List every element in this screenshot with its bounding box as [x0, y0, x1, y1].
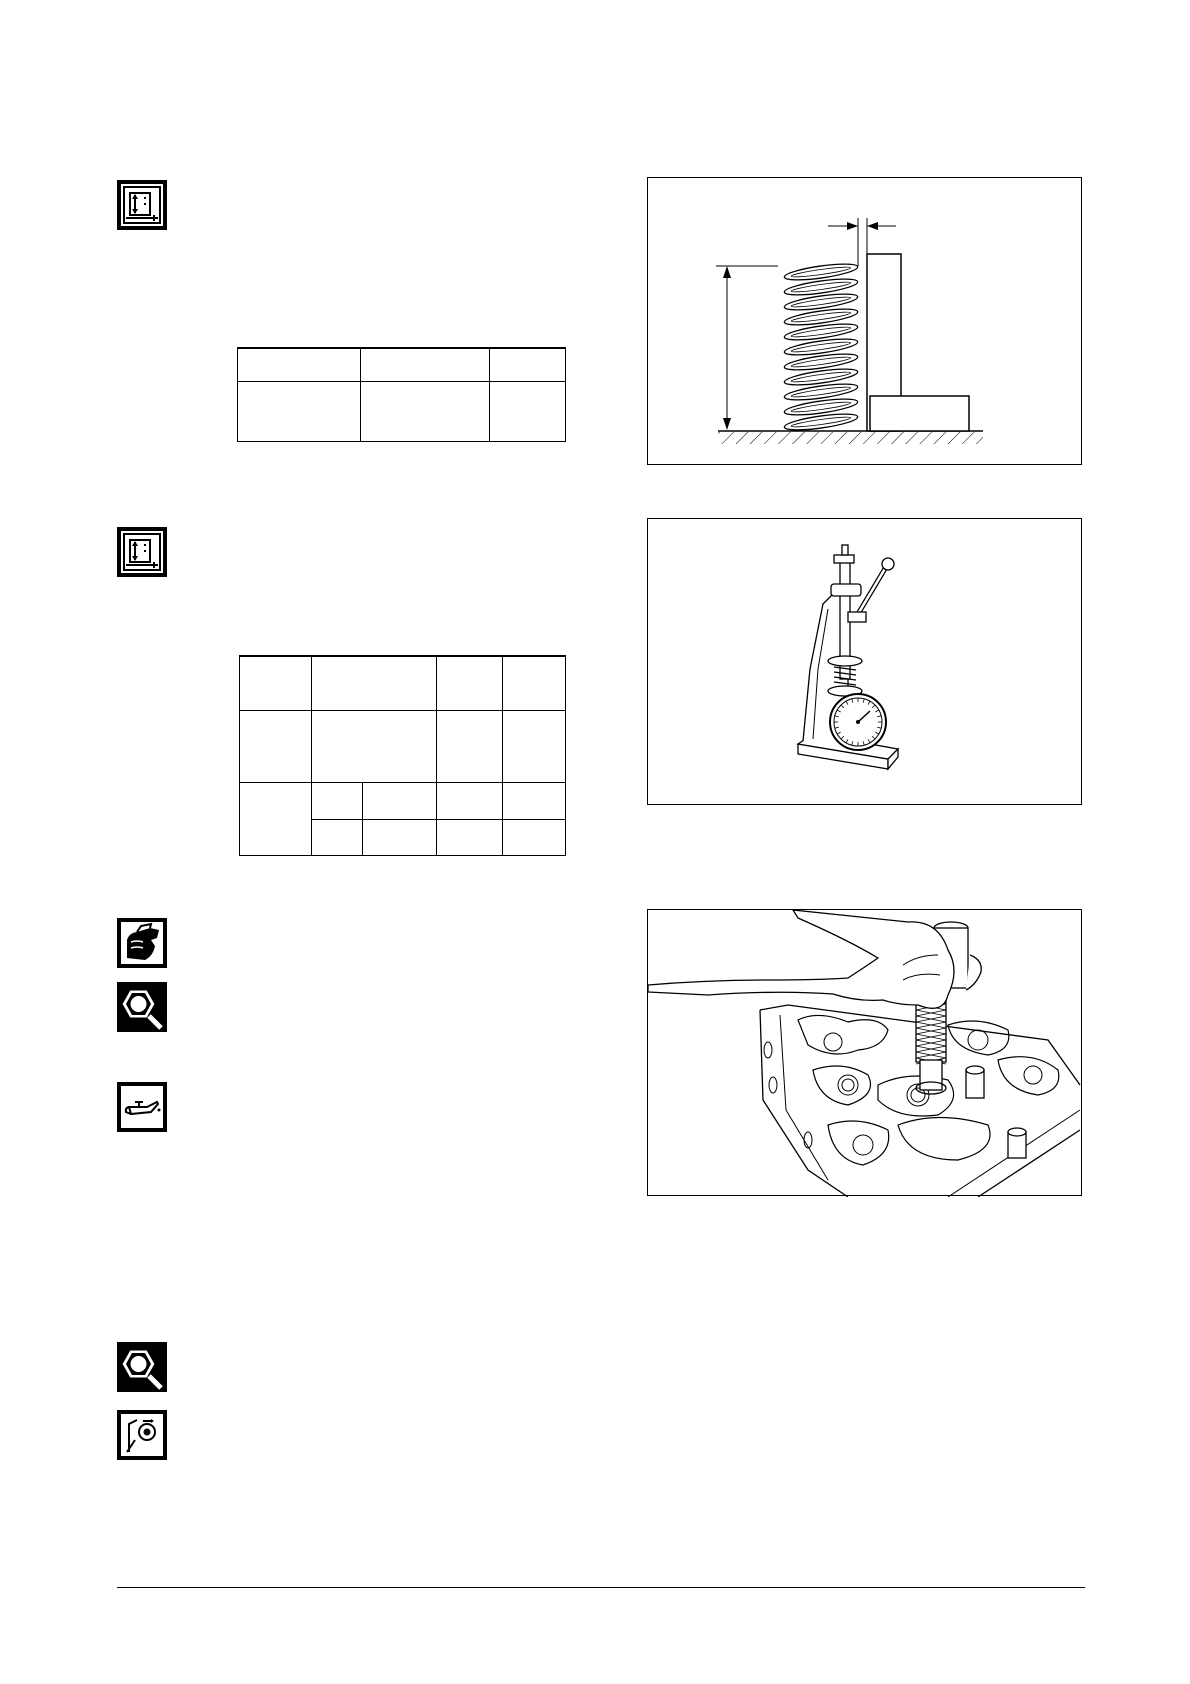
table-cell: [502, 710, 565, 782]
oil-can-icon: [117, 1082, 167, 1132]
spec-table-1: [237, 347, 566, 442]
figure-spring-squareness: [647, 177, 1082, 465]
table-cell: [240, 656, 312, 710]
table-cell: [362, 819, 436, 856]
figure-spring-tester: [647, 518, 1082, 805]
hex-inspect-icon: [117, 1342, 167, 1392]
table-cell: [490, 381, 566, 442]
table-cell: [240, 710, 312, 782]
table-cell: [437, 782, 502, 819]
table-cell: [362, 782, 436, 819]
table-cell: [502, 819, 565, 856]
table-cell: [238, 381, 361, 442]
torque-wrench-icon: [117, 1410, 167, 1460]
table-cell: [312, 656, 437, 710]
table-cell: [490, 348, 566, 381]
table-cell: [312, 819, 363, 856]
caliper-measure-icon: [117, 527, 167, 577]
caliper-measure-icon: [117, 180, 167, 230]
table-cell: [502, 782, 565, 819]
table-cell: [437, 710, 502, 782]
hand-press-icon: [117, 918, 167, 968]
table-cell: [437, 819, 502, 856]
hex-inspect-icon: [117, 982, 167, 1032]
table-cell: [312, 710, 437, 782]
table-cell: [502, 656, 565, 710]
figure-valve-guide-install: [647, 909, 1082, 1196]
table-cell: [361, 381, 490, 442]
table-cell: [240, 782, 312, 856]
table-cell: [238, 348, 361, 381]
table-cell: [312, 782, 363, 819]
table-cell: [361, 348, 490, 381]
footer-rule: [117, 1587, 1085, 1588]
spec-table-2: [239, 655, 566, 856]
table-cell: [437, 656, 502, 710]
spring-coils: [784, 261, 859, 433]
